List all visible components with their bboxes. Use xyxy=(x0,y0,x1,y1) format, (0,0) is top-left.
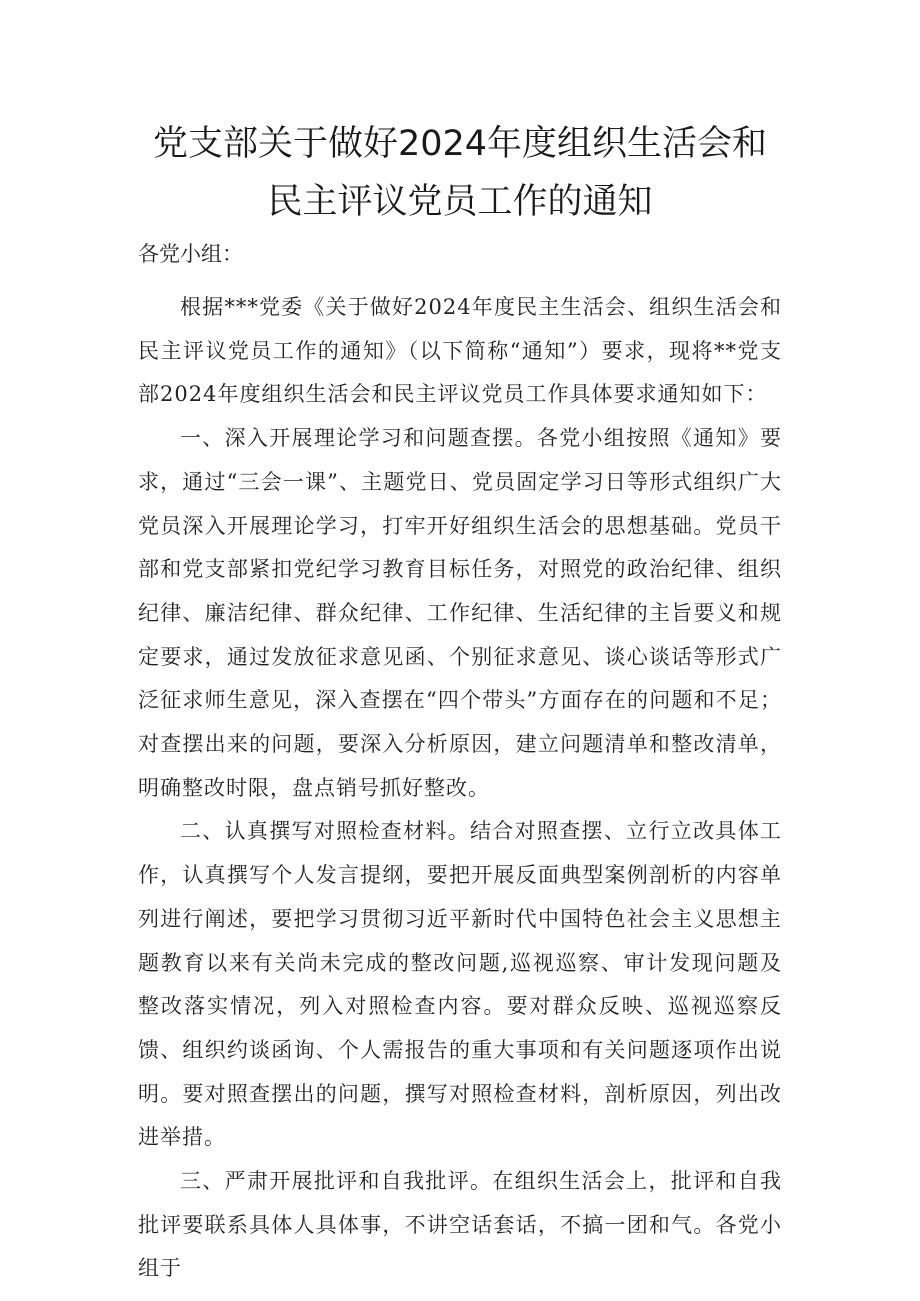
paragraph-section-1: 一、深入开展理论学习和问题查摆。各党小组按照《通知》要求，通过“三会一课”、主题党日、党员固定学习日等形式组织广大党员深入开展理论学习，打牢开好组织生活会的思想基础。党员干部和党支部紧扣党纪学习教育目标任务，对照党的政治纪律、组织纪律、廉洁纪律、群众纪律、工作纪律、生活纪律的主旨要义和规定要求，通过发放征求意见函、个别征求意见、谈心谈话等形式广泛征求师生意见，深入查摆在“四个带头”方面存在的问题和不足；对查摆出来的问题，要深入分析原因，建立问题清单和整改清单，明确整改时限，盘点销号抓好整改。 xyxy=(138,426,782,800)
document-body xyxy=(138,286,782,1291)
salutation: 各党小组： xyxy=(138,242,243,266)
document-title-line-1: 党支部关于做好2024年度组织生活会和 xyxy=(152,124,768,164)
paragraph-section-2: 二、认真撰写对照检查材料。结合对照查摆、立行立改具体工作，认真撰写个人发言提纲，要把开展反面典型案例剖析的内容单列进行阐述，要把学习贯彻习近平新时代中国特色社会主义思想主题教育以来有关尚未完成的整改问题,巡视巡察、审计发现问题及整改落实情况，列入对照检查内容。要对群众反映、巡视巡察反馈、组织约谈函询、个人需报告的重大事项和有关问题逐项作出说明。要对照查摆出的问题，撰写对照检查材料，剖析原因，列出改进举措。 xyxy=(138,819,782,1150)
paragraph-intro: 根据***党委《关于做好2024年度民主生活会、组织生活会和民主评议党员工作的通知》（以下简称“通知”）要求，现将**党支部2024年度组织生活会和民主评议党员工作具体要求通知如下： xyxy=(138,295,782,407)
document-title-line-2: 民主评议党员工作的通知 xyxy=(267,182,653,222)
paragraph-section-3: 三、严肃开展批评和自我批评。在组织生活会上，批评和自我批评要联系具体人具体事，不讲空话套话，不搞一团和气。各党小组于 xyxy=(138,1169,782,1281)
